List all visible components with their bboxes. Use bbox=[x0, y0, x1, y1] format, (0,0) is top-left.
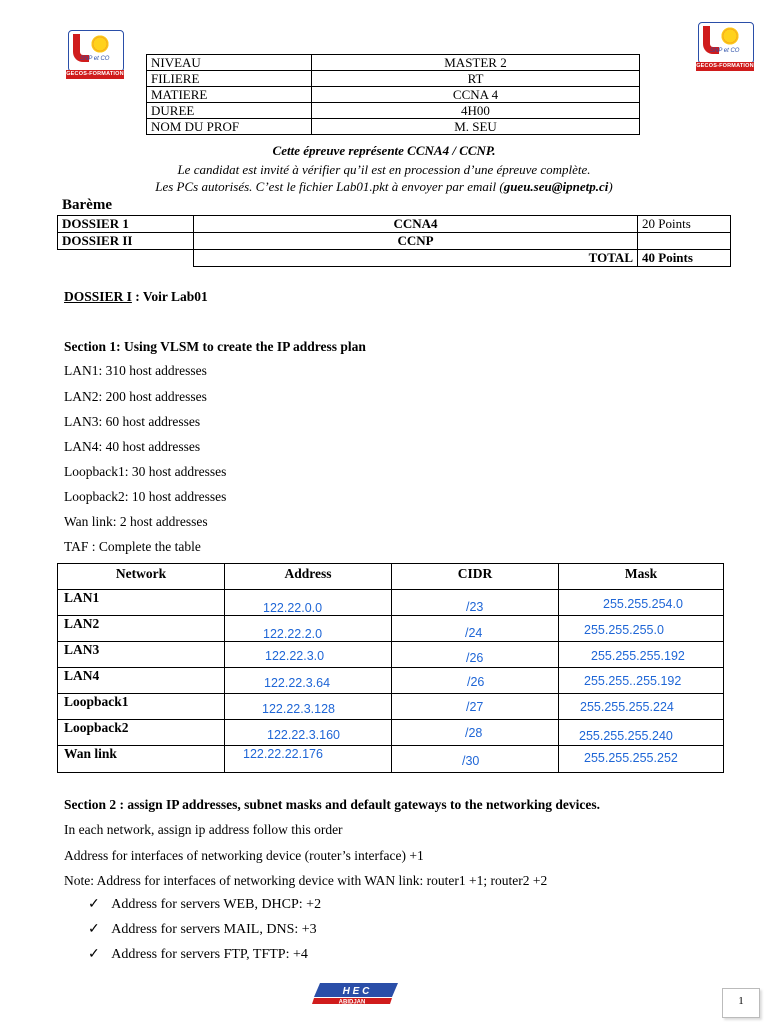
section1-item: Loopback2: 10 host addresses bbox=[64, 489, 227, 504]
vlsm-table bbox=[57, 563, 724, 773]
cidr-cell bbox=[392, 642, 559, 668]
info-label: NIVEAU bbox=[147, 55, 312, 71]
info-label: NOM DU PROF bbox=[147, 119, 312, 135]
logo-banner: GECOS-FORMATION bbox=[66, 71, 124, 77]
cidr-cell bbox=[392, 720, 559, 746]
section2-line: Note: Address for interfaces of networking device with WAN link: router1 +1; router2 +2 bbox=[64, 873, 548, 888]
bareme-topic: CCNA4 bbox=[194, 216, 638, 233]
info-label: FILIERE bbox=[147, 71, 312, 87]
table-row bbox=[58, 720, 724, 746]
address-value: 122.22.3.0 bbox=[265, 649, 325, 663]
info-row bbox=[147, 103, 640, 119]
section1-item: LAN4: 40 host addresses bbox=[64, 439, 201, 454]
mask-cell bbox=[559, 616, 724, 642]
cidr-cell bbox=[392, 746, 559, 773]
hec-abidjan-logo bbox=[312, 983, 398, 1005]
dossier-heading bbox=[64, 289, 208, 305]
dossier-label: DOSSIER I bbox=[64, 289, 132, 304]
mask-value: 255.255.255.224 bbox=[580, 700, 674, 714]
col-header-cidr: CIDR bbox=[392, 564, 559, 590]
cidr-cell bbox=[392, 590, 559, 616]
network-cell: Loopback2 bbox=[58, 720, 225, 746]
dossier-rest: : Voir Lab01 bbox=[131, 289, 208, 304]
address-cell bbox=[225, 642, 392, 668]
network-cell: LAN2 bbox=[58, 616, 225, 642]
cidr-value: /24 bbox=[465, 626, 483, 640]
mask-value: 255.255.254.0 bbox=[603, 597, 683, 611]
section2-line: In each network, assign ip address follow this order bbox=[64, 822, 343, 837]
info-value: MASTER 2 bbox=[312, 55, 640, 71]
network-cell: LAN4 bbox=[58, 668, 225, 694]
mask-cell bbox=[559, 694, 724, 720]
cidr-value: /26 bbox=[466, 651, 484, 665]
info-row bbox=[147, 55, 640, 71]
contact-email: gueu.seu@ipnetp.ci bbox=[503, 179, 609, 194]
vlsm-header-row bbox=[58, 564, 724, 590]
cidr-cell bbox=[392, 616, 559, 642]
intro-line-3-close: ) bbox=[608, 179, 613, 194]
cidr-value: /27 bbox=[466, 700, 484, 714]
address-value: 122.22.3.64 bbox=[264, 676, 331, 690]
mask-cell bbox=[559, 590, 724, 616]
info-row bbox=[147, 71, 640, 87]
info-row bbox=[147, 119, 640, 135]
cidr-value: /28 bbox=[465, 726, 483, 740]
bareme-total-row bbox=[58, 250, 731, 267]
gecos-logo-right bbox=[696, 22, 754, 72]
address-value: 122.22.2.0 bbox=[263, 627, 323, 641]
check-item-text: Address for servers MAIL, DNS: +3 bbox=[111, 922, 317, 937]
cidr-value: /30 bbox=[462, 754, 480, 768]
table-row bbox=[58, 616, 724, 642]
hec-logo-subtext: ABIDJAN bbox=[338, 999, 366, 1005]
checkmark-icon: ✓ bbox=[88, 897, 100, 912]
info-value: 4H00 bbox=[312, 103, 640, 119]
address-value: 122.22.22.176 bbox=[243, 747, 323, 761]
mask-cell bbox=[559, 642, 724, 668]
info-label: DUREE bbox=[147, 103, 312, 119]
section1-item: LAN2: 200 host addresses bbox=[64, 389, 207, 404]
intro-line-2: Le candidat est invité à vérifier qu’il est en procession d’une épreuve complète. bbox=[177, 162, 591, 177]
checkmark-icon: ✓ bbox=[88, 922, 100, 937]
address-cell bbox=[225, 694, 392, 720]
table-row bbox=[58, 590, 724, 616]
logo-small-text: SNP et CO bbox=[710, 48, 740, 54]
col-header-mask: Mask bbox=[559, 564, 724, 590]
mask-value: 255.255.255.192 bbox=[591, 649, 685, 663]
bareme-points: 20 Points bbox=[638, 216, 731, 233]
intro-line-1: Cette épreuve représente CCNA4 / CCNP. bbox=[272, 143, 496, 158]
section1-item: Wan link: 2 host addresses bbox=[64, 514, 208, 529]
mask-value: 255.255.255.240 bbox=[579, 729, 673, 743]
hec-logo-graphic bbox=[312, 983, 398, 1005]
info-value: M. SEU bbox=[312, 119, 640, 135]
table-row bbox=[58, 668, 724, 694]
check-item bbox=[88, 896, 321, 913]
mask-value: 255.255..255.192 bbox=[584, 674, 682, 688]
logo-banner: GECOS-FORMATION bbox=[696, 63, 754, 69]
intro-line-3 bbox=[0, 179, 768, 195]
section1-item: Loopback1: 30 host addresses bbox=[64, 464, 227, 479]
intro-line-3-text: Les PCs autorisés. C’est le fichier Lab01.pkt à envoyer par email ( bbox=[155, 179, 504, 194]
section1-title: Section 1: Using VLSM to create the IP address plan bbox=[64, 339, 366, 354]
address-value: 122.22.3.160 bbox=[267, 728, 340, 742]
checkmark-icon: ✓ bbox=[88, 947, 100, 962]
cidr-value: /26 bbox=[467, 675, 485, 689]
mask-value: 255.255.255.0 bbox=[584, 623, 664, 637]
mask-cell bbox=[559, 668, 724, 694]
bareme-empty-cell bbox=[58, 250, 194, 267]
mask-value: 255.255.255.252 bbox=[584, 751, 678, 765]
page-number: 1 bbox=[722, 988, 760, 1018]
mask-cell bbox=[559, 720, 724, 746]
bareme-row bbox=[58, 233, 731, 250]
bareme-title: Barème bbox=[62, 197, 112, 213]
section2-line: Address for interfaces of networking device (router’s interface) +1 bbox=[64, 848, 424, 863]
address-cell bbox=[225, 668, 392, 694]
sun-icon bbox=[90, 34, 110, 54]
bareme-total-value: 40 Points bbox=[638, 250, 731, 267]
col-header-address: Address bbox=[225, 564, 392, 590]
sun-icon bbox=[720, 26, 740, 46]
address-value: 122.22.3.128 bbox=[262, 702, 335, 716]
check-item-text: Address for servers WEB, DHCP: +2 bbox=[111, 897, 322, 912]
section2-title: Section 2 : assign IP addresses, subnet masks and default gateways to the networking devices. bbox=[64, 797, 601, 812]
bareme-points bbox=[638, 233, 731, 250]
bareme-dossier: DOSSIER II bbox=[58, 233, 194, 250]
bareme-dossier: DOSSIER 1 bbox=[58, 216, 194, 233]
hec-logo-text: H E C bbox=[342, 986, 370, 997]
info-label: MATIERE bbox=[147, 87, 312, 103]
mask-cell bbox=[559, 746, 724, 773]
check-item-text: Address for servers FTP, TFTP: +4 bbox=[111, 947, 308, 962]
info-row bbox=[147, 87, 640, 103]
address-cell bbox=[225, 616, 392, 642]
address-cell bbox=[225, 746, 392, 773]
logo-small-text: SNP et CO bbox=[80, 56, 110, 62]
info-value: CCNA 4 bbox=[312, 87, 640, 103]
section1-item: TAF : Complete the table bbox=[64, 539, 201, 554]
check-item bbox=[88, 946, 308, 963]
bareme-topic: CCNP bbox=[194, 233, 638, 250]
network-cell: LAN1 bbox=[58, 590, 225, 616]
address-cell bbox=[225, 720, 392, 746]
address-value: 122.22.0.0 bbox=[263, 601, 323, 615]
cidr-value: /23 bbox=[466, 600, 484, 614]
exam-info-table bbox=[146, 54, 640, 135]
table-row bbox=[58, 642, 724, 668]
address-cell bbox=[225, 590, 392, 616]
table-row bbox=[58, 746, 724, 773]
section1-item: LAN3: 60 host addresses bbox=[64, 414, 201, 429]
network-cell: Loopback1 bbox=[58, 694, 225, 720]
table-row bbox=[58, 694, 724, 720]
gecos-logo-left bbox=[66, 30, 124, 80]
network-cell: LAN3 bbox=[58, 642, 225, 668]
col-header-network: Network bbox=[58, 564, 225, 590]
bareme-row bbox=[58, 216, 731, 233]
info-value: RT bbox=[312, 71, 640, 87]
cidr-cell bbox=[392, 668, 559, 694]
cidr-cell bbox=[392, 694, 559, 720]
bareme-table bbox=[57, 215, 731, 267]
network-cell: Wan link bbox=[58, 746, 225, 773]
check-item bbox=[88, 921, 317, 938]
bareme-total-label: TOTAL bbox=[194, 250, 638, 267]
section1-item: LAN1: 310 host addresses bbox=[64, 363, 207, 378]
